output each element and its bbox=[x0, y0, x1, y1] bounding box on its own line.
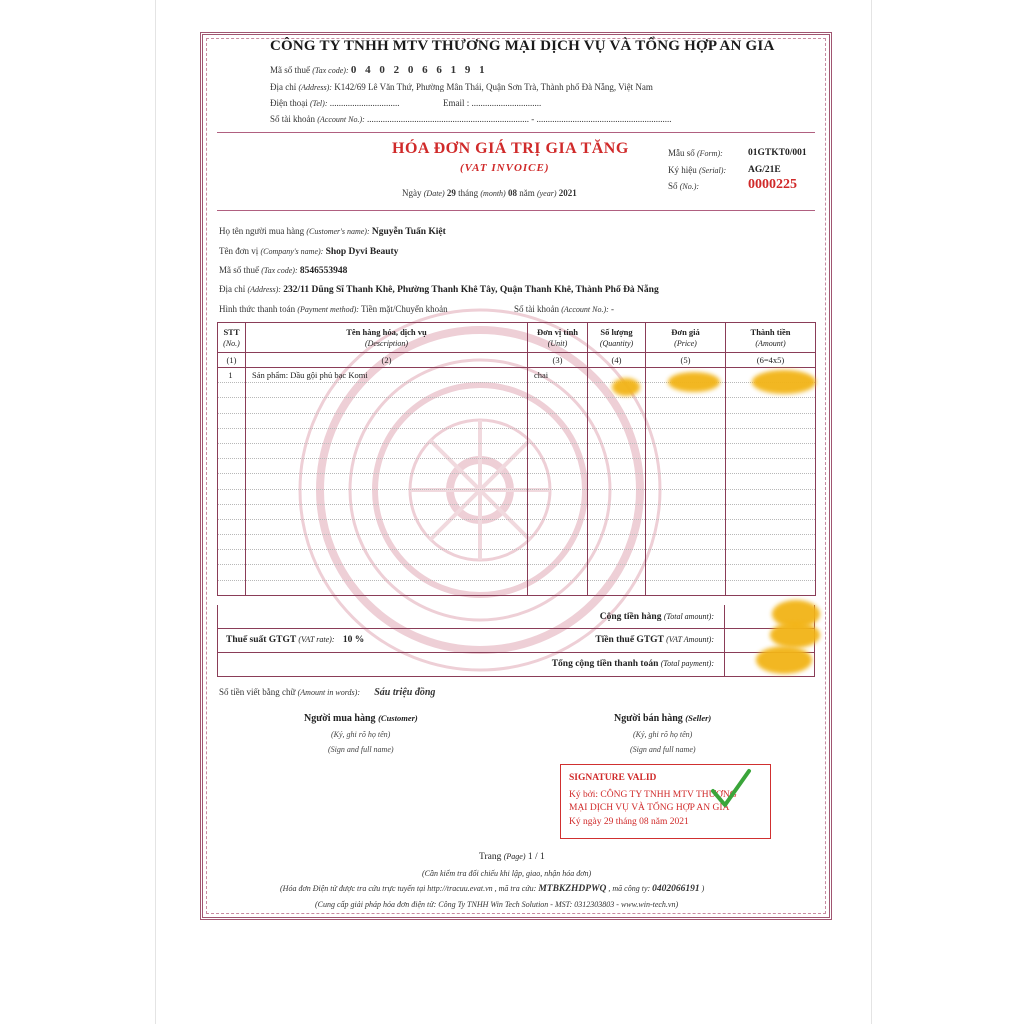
invoice-title: HÓA ĐƠN GIÁ TRỊ GIA TĂNG bbox=[392, 140, 629, 157]
redaction-mark bbox=[756, 646, 812, 674]
footer-note-lookup: (Hóa đơn Điện tử được tra cứu trực tuyến tại http://tracuu.evat.vn , mã tra cứu: MTBKZHDPWQ , mã công ty: 0402066191 ) bbox=[280, 884, 705, 894]
lookup-code: MTBKZHDPWQ bbox=[538, 884, 607, 894]
table-row-empty bbox=[218, 535, 816, 550]
row-no: 1 bbox=[218, 368, 246, 383]
form-label: Mẫu số (Form): bbox=[668, 148, 723, 158]
table-row-empty bbox=[218, 383, 816, 398]
table-row-empty bbox=[218, 489, 816, 504]
table-row-empty bbox=[218, 474, 816, 489]
serial-label: Ký hiệu (Serial): bbox=[668, 165, 727, 175]
seller-company-name: CÔNG TY TNHH MTV THƯƠNG MẠI DỊCH VỤ VÀ TỔNG HỢP AN GIA bbox=[270, 38, 775, 54]
col-header-price: Đơn giá (Price) bbox=[646, 323, 726, 353]
invoice-no-label: Số (No.): bbox=[668, 181, 700, 191]
footer-note-provider: (Cung cấp giải pháp hóa đơn điện tử: Công Ty TNHH Win Tech Solution - MST: 0312303803 - www.win-tech.vn) bbox=[315, 900, 679, 909]
table-row-empty bbox=[218, 519, 816, 534]
seller-account-line: Số tài khoản (Account No.): ........................................................................ - ............................................................ bbox=[270, 114, 672, 124]
payment-method: Tiền mặt/Chuyển khoản bbox=[361, 304, 448, 314]
redaction-mark bbox=[668, 372, 720, 392]
buyer-tax-code: 8546553948 bbox=[299, 266, 348, 276]
seller-email-line: Email : ............................... bbox=[443, 98, 542, 108]
buyer-signature-title: Người mua hàng (Customer) bbox=[304, 713, 418, 724]
table-row-empty bbox=[218, 580, 816, 595]
total-payment-row bbox=[217, 653, 815, 677]
buyer-company-line: Tên đơn vị (Company's name): Shop Dyvi Beauty bbox=[219, 246, 399, 257]
col-header-amount: Thành tiền (Amount) bbox=[726, 323, 816, 353]
col-header-quantity: Số lượng (Quantity) bbox=[588, 323, 646, 353]
col-header-no: STT (No.) bbox=[218, 323, 246, 353]
checkmark-icon bbox=[709, 767, 753, 811]
seller-phone-line: Điện thoại (Tel): ............................... bbox=[270, 98, 400, 108]
seller-tax-line: Mã số thuế (Tax code): 0 4 0 2 0 6 6 1 9 1 bbox=[270, 64, 488, 76]
buyer-name: Nguyễn Tuấn Kiệt bbox=[371, 227, 446, 237]
seller-signature-title: Người bán hàng (Seller) bbox=[614, 713, 712, 724]
col-index: (1) bbox=[218, 353, 246, 368]
seller-address-line: Địa chỉ (Address): K142/69 Lê Văn Thứ, Phường Mân Thái, Quận Sơn Trà, Thành phố Đà Nẵng, Việt Nam bbox=[270, 82, 653, 92]
row-unit: chai bbox=[528, 368, 588, 383]
table-row-empty bbox=[218, 443, 816, 458]
col-header-description: Tên hàng hóa, dịch vụ (Description) bbox=[246, 323, 528, 353]
total-payment-label: Tổng cộng tiền thanh toán (Total payment): bbox=[551, 659, 714, 669]
seller-address: K142/69 Lê Văn Thứ, Phường Mân Thái, Quận Sơn Trà, Thành phố Đà Nẵng, Việt Nam bbox=[334, 82, 653, 92]
buyer-signature-hint-en: (Sign and full name) bbox=[328, 745, 394, 754]
items-table bbox=[217, 322, 816, 596]
buyer-signature-hint: (Ký, ghi rõ họ tên) bbox=[331, 730, 391, 739]
table-row-empty bbox=[218, 459, 816, 474]
seller-tax-code: 0 4 0 2 0 6 6 1 9 1 bbox=[350, 64, 488, 76]
vat-rate: 10 % bbox=[342, 635, 365, 645]
table-header-row bbox=[218, 323, 816, 353]
payment-method-line: Hình thức thanh toán (Payment method): Tiền mặt/Chuyển khoản bbox=[219, 304, 448, 314]
col-index: (6=4x5) bbox=[726, 353, 816, 368]
col-index: (4) bbox=[588, 353, 646, 368]
total-amount-label: Cộng tiền hàng (Total amount): bbox=[599, 612, 714, 622]
col-header-unit: Đơn vị tính (Unit) bbox=[528, 323, 588, 353]
row-description: Sản phẩm: Dầu gội phủ bạc Komi bbox=[246, 368, 528, 383]
amount-in-words-line: Số tiền viết bằng chữ (Amount in words): Sáu triệu đồng bbox=[219, 687, 436, 698]
buyer-name-line: Họ tên người mua hàng (Customer's name): Nguyễn Tuấn Kiệt bbox=[219, 226, 446, 237]
table-row-empty bbox=[218, 565, 816, 580]
company-code: 0402066191 bbox=[652, 884, 700, 894]
table-index-row bbox=[218, 353, 816, 368]
amount-in-words: Sáu triệu đồng bbox=[374, 687, 436, 698]
digital-signature-box bbox=[560, 764, 771, 839]
vat-row bbox=[217, 629, 815, 653]
invoice-date: Ngày (Date) 29 tháng (month) 08 năm (year) 2021 bbox=[402, 188, 577, 198]
redaction-mark bbox=[752, 370, 816, 394]
table-row-empty bbox=[218, 550, 816, 565]
redaction-mark bbox=[612, 378, 640, 396]
form-value: 01GTKT0/001 bbox=[748, 148, 807, 158]
buyer-account-line: Số tài khoản (Account No.): - bbox=[514, 304, 615, 314]
buyer-address: 232/11 Dũng Sĩ Thanh Khê, Phường Thanh Khê Tây, Quận Thanh Khê, Thành Phố Đà Nẵng bbox=[283, 285, 659, 295]
col-index: (5) bbox=[646, 353, 726, 368]
buyer-tax-line: Mã số thuế (Tax code): 8546553948 bbox=[219, 265, 348, 276]
table-row-empty bbox=[218, 398, 816, 413]
footer-note-check: (Cần kiểm tra đối chiếu khi lập, giao, nhận hóa đơn) bbox=[422, 869, 592, 878]
col-index: (2) bbox=[246, 353, 528, 368]
signed-date: Ký ngày 29 tháng 08 năm 2021 bbox=[569, 817, 689, 827]
buyer-company: Shop Dyvi Beauty bbox=[325, 247, 399, 257]
seller-signature-hint: (Ký, ghi rõ họ tên) bbox=[633, 730, 693, 739]
redaction-mark bbox=[770, 622, 820, 648]
table-row-empty bbox=[218, 504, 816, 519]
title-divider bbox=[217, 210, 815, 211]
table-row-empty bbox=[218, 428, 816, 443]
signature-valid-label: SIGNATURE VALID bbox=[569, 773, 657, 783]
seller-signature-hint-en: (Sign and full name) bbox=[630, 745, 696, 754]
signed-by-line-1: Ký bởi: CÔNG TY TNHH MTV THƯƠNG bbox=[569, 790, 737, 800]
signed-by-line-2: MẠI DỊCH VỤ VÀ TỔNG HỢP AN GIA bbox=[569, 803, 730, 813]
buyer-address-line: Địa chỉ (Address): 232/11 Dũng Sĩ Thanh Khê, Phường Thanh Khê Tây, Quận Thanh Khê, Thành Phố Đà Nẵng bbox=[219, 284, 659, 295]
serial-value: AG/21E bbox=[748, 165, 781, 175]
page-indicator: Trang (Page) 1 / 1 bbox=[479, 852, 545, 862]
table-row-empty bbox=[218, 413, 816, 428]
invoice-number: 0000225 bbox=[748, 177, 797, 192]
col-index: (3) bbox=[528, 353, 588, 368]
vat-amount-label: Tiền thuế GTGT (VAT Amount): bbox=[595, 635, 714, 645]
vat-rate-label: Thuế suất GTGT (VAT rate): 10 % bbox=[226, 635, 365, 645]
table-row bbox=[218, 368, 816, 383]
header-divider bbox=[217, 132, 815, 133]
invoice-subtitle: (VAT INVOICE) bbox=[460, 162, 550, 174]
total-amount-row bbox=[217, 605, 815, 629]
